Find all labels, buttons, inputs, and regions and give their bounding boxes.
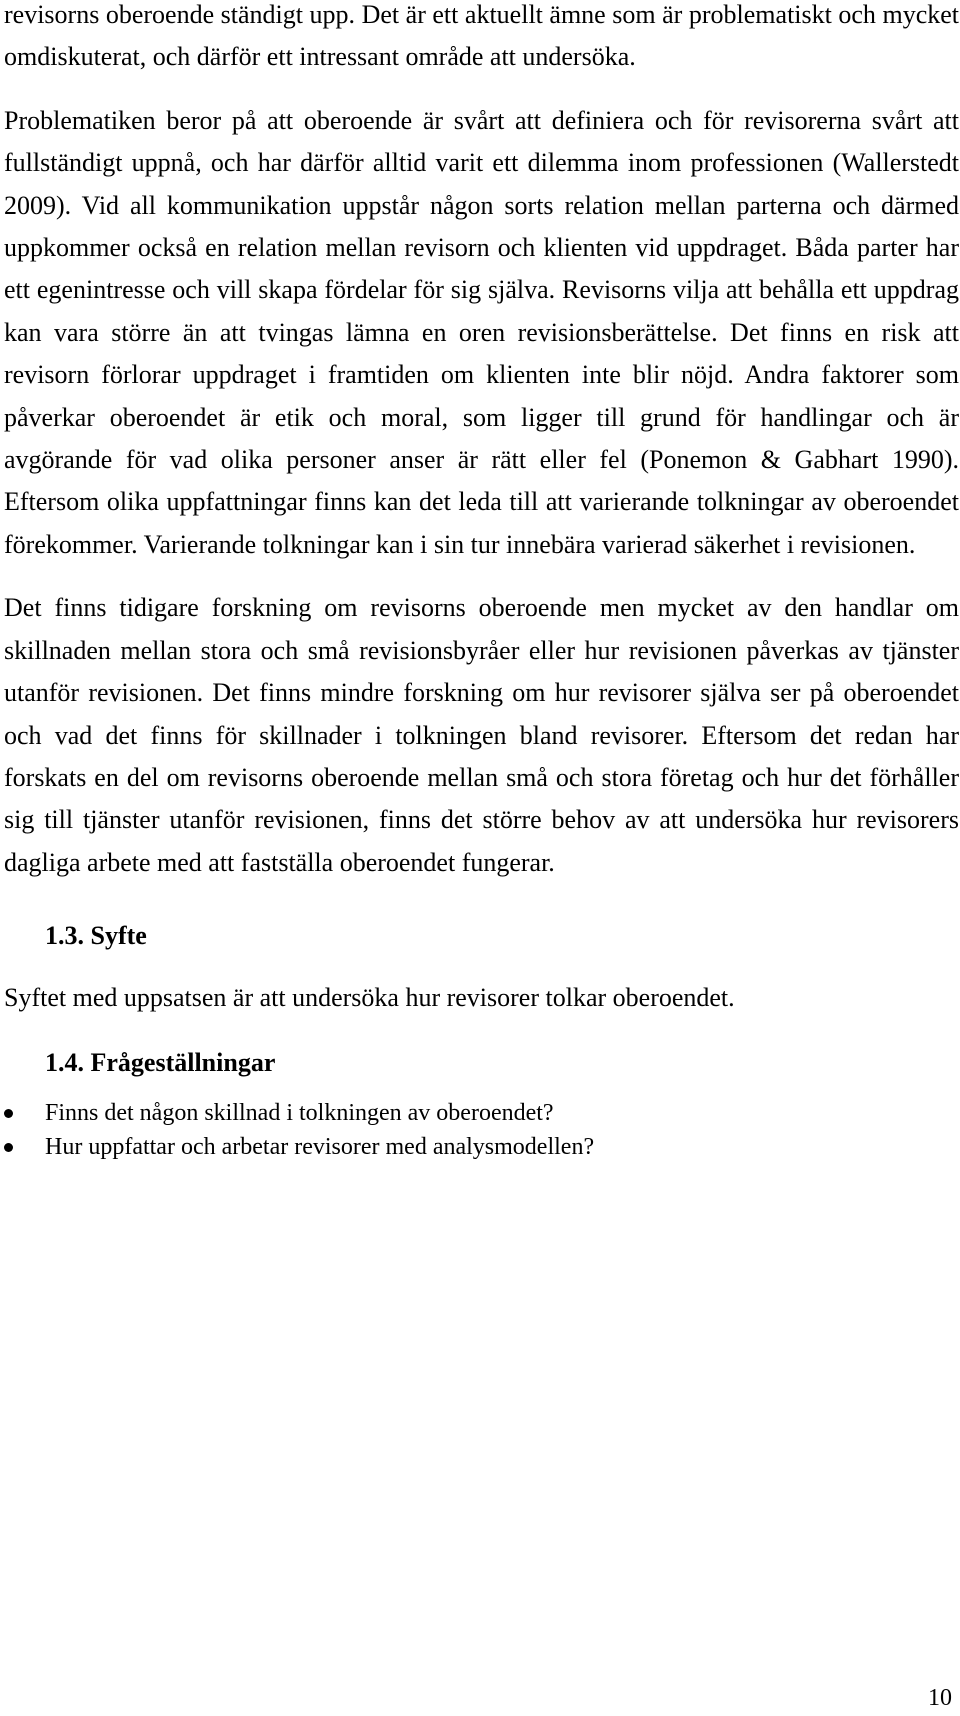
paragraph-previous-research: Det finns tidigare forskning om revisorns oberoende men mycket av den handlar om skillnaden mellan stora och små revisionsbyråer eller hur revisionen påverkas av tjänster utanför revisionen. Det finns mindre forskning om hur revisorer själva ser på oberoendet och vad det finns för skillnader i tolkningen bland revisorer. Eftersom det redan har forskats en del om revisorns oberoende mellan små och stora företag och hur det förhåller sig till tjänster utanför revisionen, finns det större behov av att undersöka hur revisorers dagliga arbete med att fastställa oberoendet fungerar. [4, 593, 959, 877]
page-content [4, 0, 959, 1164]
paragraph-problem: Problematiken beror på att oberoende är svårt att definiera och för revisorerna svårt att fullständigt uppnå, och har därför alltid varit ett dilemma inom professionen (Wallerstedt 2009). Vid all kommunikation uppstår någon sorts relation mellan parterna och därmed uppkommer också en relation mellan revisorn och klienten vid uppdraget. Båda parter har ett egenintresse och vill skapa fördelar för sig själva. Revisorns vilja att behålla ett uppdrag kan vara större än att tvingas lämna en oren revisionsberättelse. Det finns en risk att revisorn förlorar uppdraget i framtiden om klienten inte blir nöjd. Andra faktorer som påverkar oberoendet är etik och moral, som ligger till grund för handlingar och är avgörande för vad olika personer anser är rätt eller fel (Ponemon & Gabhart 1990). Eftersom olika uppfattningar finns kan det leda till att varierande tolkningar av oberoendet förekommer. Varierande tolkningar kan i sin tur innebära varierad säkerhet i revisionen. [4, 105, 959, 559]
question-text: Hur uppfattar och arbetar revisorer med analysmodellen? [45, 1134, 595, 1161]
aim-text: Syftet med uppsatsen är att undersöka hur revisorer tolkar oberoendet. [4, 983, 735, 1013]
list-item [4, 1130, 959, 1164]
paragraph-intro-continuation: revisorns oberoende ständigt upp. Det är ett aktuellt ämne som är problematiskt och mycket omdiskuterat, och därför ett intressant område att undersöka. [4, 0, 959, 72]
heading-research-questions: 1.4. Frågeställningar [45, 1048, 276, 1078]
research-questions-list [4, 1096, 959, 1164]
list-item [4, 1096, 959, 1130]
heading-aim: 1.3. Syfte [45, 921, 147, 951]
page-number: 10 [928, 1685, 952, 1711]
bullet-icon [4, 1109, 13, 1118]
question-text: Finns det någon skillnad i tolkningen av oberoendet? [45, 1100, 554, 1127]
bullet-icon [4, 1143, 13, 1152]
